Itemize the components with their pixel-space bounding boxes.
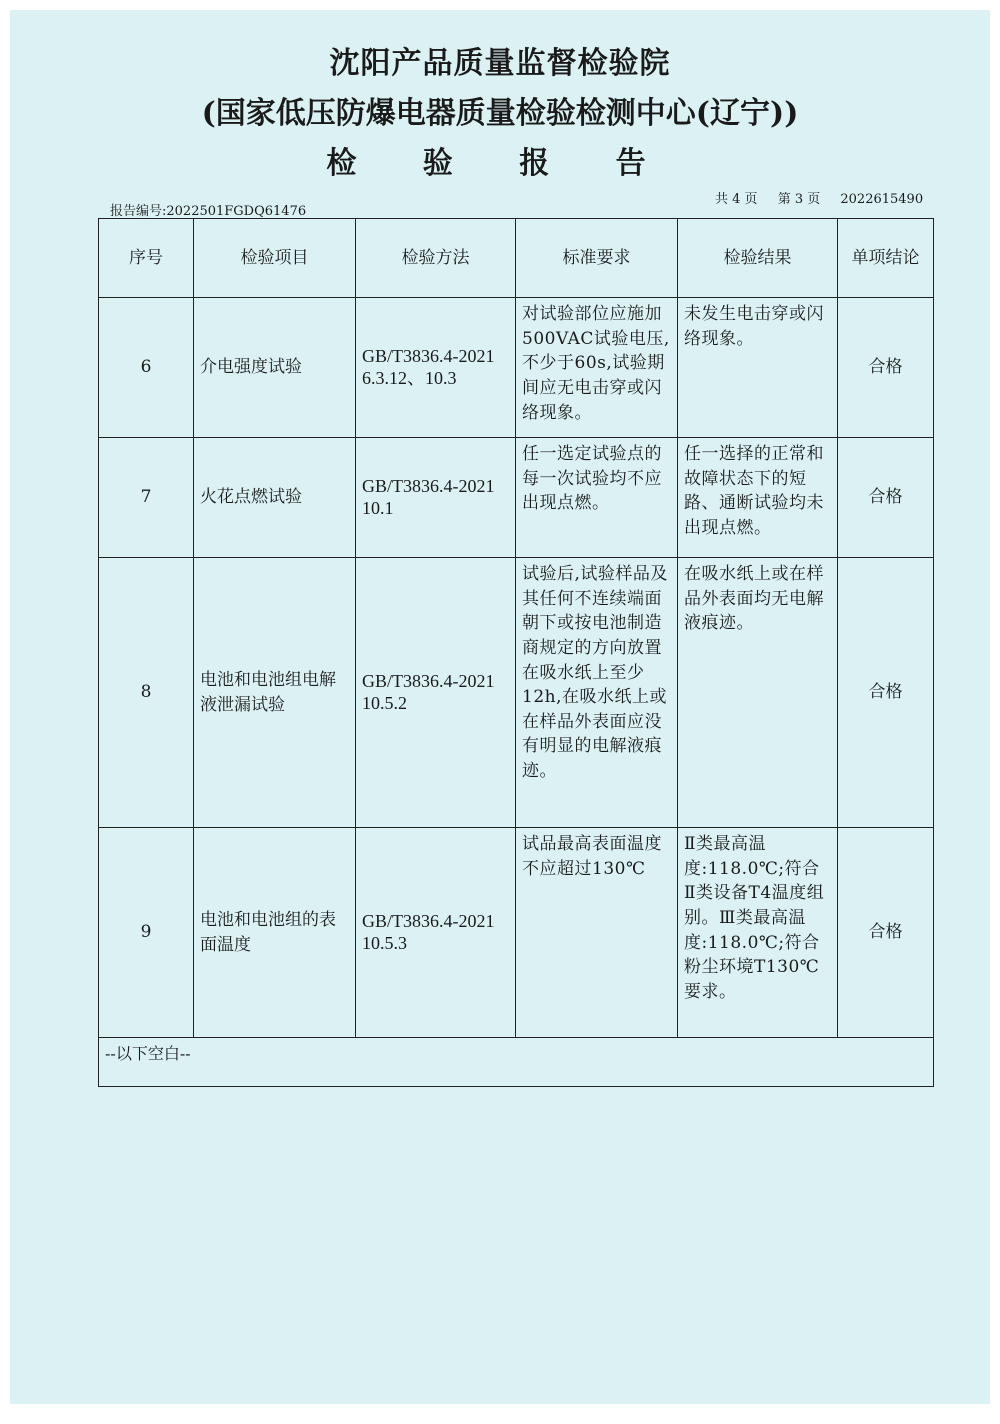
cell-method: GB/T3836.4-2021 10.5.2: [356, 558, 516, 828]
report-number: 报告编号:2022501FGDQ61476: [110, 204, 307, 219]
cell-item: 电池和电池组的表面温度: [194, 828, 356, 1038]
serial-number: 2022615490: [840, 192, 924, 207]
table-header-row: [99, 219, 934, 298]
col-header-standard: 标准要求: [516, 219, 678, 298]
col-header-result: 检验结果: [678, 219, 838, 298]
table-tail-row: [99, 1038, 934, 1087]
col-header-method: 检验方法: [356, 219, 516, 298]
page-info: [715, 188, 939, 207]
cell-method: GB/T3836.4-2021 10.5.3: [356, 828, 516, 1038]
cell-conclusion: 合格: [838, 828, 934, 1038]
cell-no: 7: [99, 438, 194, 558]
cell-item: 火花点燃试验: [194, 438, 356, 558]
cell-standard: 对试验部位应施加500VAC试验电压,不少于60s,试验期间应无电击穿或闪络现象。: [516, 298, 678, 438]
table-row: [99, 558, 934, 828]
page-number: 第 3 页: [777, 192, 821, 207]
col-header-item: 检验项目: [194, 219, 356, 298]
cell-item: 介电强度试验: [194, 298, 356, 438]
cell-result: 任一选择的正常和故障状态下的短路、通断试验均未出现点燃。: [678, 438, 838, 558]
document-title: 检 验 报 告: [326, 146, 674, 181]
org-title: 沈阳产品质量监督检验院: [329, 46, 671, 81]
cell-standard: 试品最高表面温度不应超过130℃: [516, 828, 678, 1038]
cell-conclusion: 合格: [838, 558, 934, 828]
inspection-table: [98, 218, 934, 1087]
center-title: (国家低压防爆电器质量检验检测中心(辽宁)): [201, 96, 799, 131]
cell-standard: 试验后,试验样品及其任何不连续端面朝下或按电池制造商规定的方向放置在吸水纸上至少12h,在吸水纸上或在样品外表面应没有明显的电解液痕迹。: [516, 558, 678, 828]
cell-method: GB/T3836.4-2021 10.1: [356, 438, 516, 558]
cell-item: 电池和电池组电解液泄漏试验: [194, 558, 356, 828]
cell-conclusion: 合格: [838, 438, 934, 558]
cell-result: 未发生电击穿或闪络现象。: [678, 298, 838, 438]
table-row: [99, 298, 934, 438]
cell-conclusion: 合格: [838, 298, 934, 438]
report-page: [10, 10, 990, 1404]
cell-result: 在吸水纸上或在样品外表面均无电解液痕迹。: [678, 558, 838, 828]
blank-below-note: --以下空白--: [99, 1038, 934, 1087]
table-row: [99, 828, 934, 1038]
col-header-conclusion: 单项结论: [838, 219, 934, 298]
cell-no: 6: [99, 298, 194, 438]
total-pages: 共 4 页: [715, 192, 758, 207]
cell-no: 9: [99, 828, 194, 1038]
cell-standard: 任一选定试验点的每一次试验均不应出现点燃。: [516, 438, 678, 558]
col-header-no: 序号: [99, 219, 194, 298]
table-row: [99, 438, 934, 558]
cell-result: Ⅱ类最高温度:118.0℃;符合Ⅱ类设备T4温度组别。Ⅲ类最高温度:118.0℃;符合粉尘环境T130℃要求。: [678, 828, 838, 1038]
cell-no: 8: [99, 558, 194, 828]
cell-method: GB/T3836.4-2021 6.3.12、10.3: [356, 298, 516, 438]
